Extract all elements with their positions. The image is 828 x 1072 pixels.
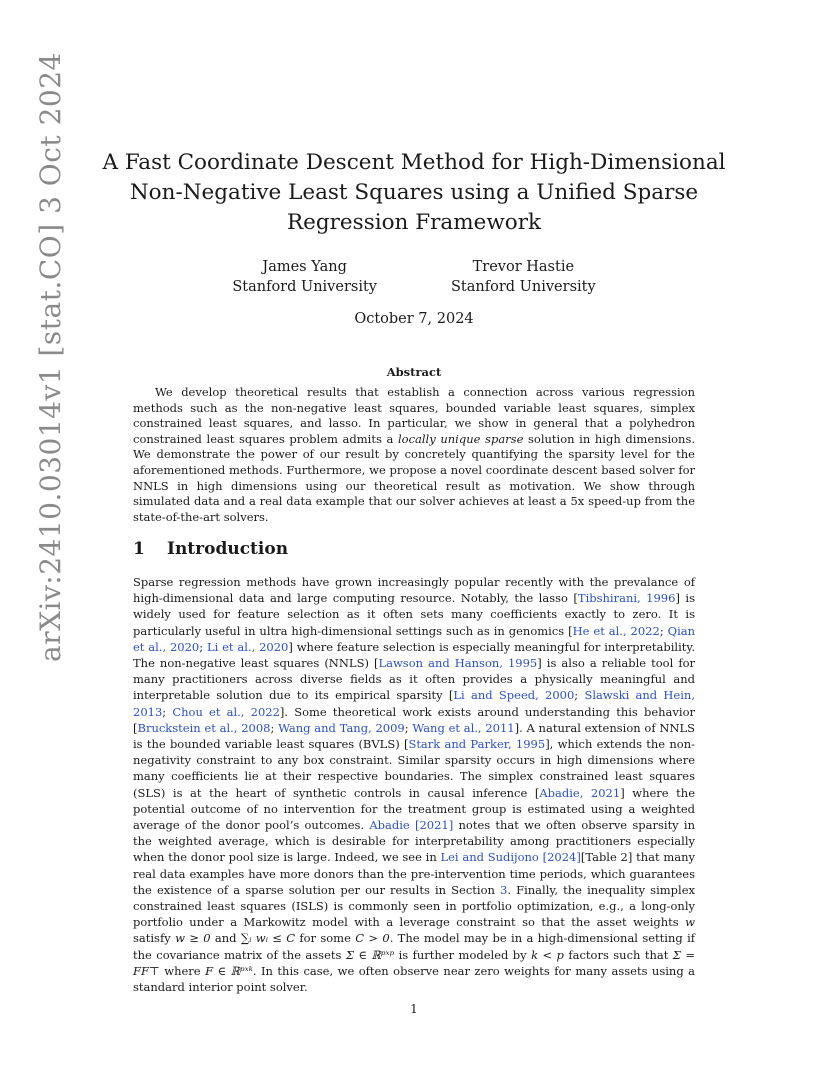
citation-link[interactable]: Abadie [2021] [369,818,454,833]
intro-text: ]. Some theoretical work exists around understanding this behavior [ [133,704,696,735]
intro-text: ] where the potential outcome of no intervention for the treatment group is estimated using a weighted average of the donor pool’s outcomes. [133,785,695,833]
abstract-emphasis: locally unique sparse [397,431,524,446]
citation-link[interactable]: Slawski and Hein, 2013 [133,688,695,719]
abstract-text [133,385,695,525]
abstract-part-1: We develop theoretical results that establish a connection across various regression methods such as the non-negative least squares, bounded variable least squares, simplex constrained least squares, and lasso. In particular, we show in general that a polyhedron constrained least squares problem admits a [133,385,695,446]
intro-text: ; [659,623,668,638]
paper-date: October 7, 2024 [354,311,474,327]
intro-text: is further modeled by [394,947,532,962]
math-expression: ∑ᵢ wᵢ ≤ C [240,931,295,946]
author-name: James Yang [262,259,347,275]
citation-link[interactable]: Qian et al., 2020 [133,623,696,654]
math-expression: Σ ∈ ℝᵖˣᵖ [345,947,395,962]
intro-text: ; [574,688,585,703]
citation-link[interactable]: Li and Speed, 2000 [453,688,575,703]
intro-text: ] where feature selection is especially meaningful for interpretability. The non-negative least squares (NNLS) [ [133,639,695,671]
math-expression: w ≥ 0 [175,931,211,946]
author-block [0,258,828,297]
author-affiliation: Stanford University [451,278,596,295]
math-expression: k < p [531,947,564,962]
abstract-part-2: solution in high dimensions. We demonstrate the power of our result by concretely quantifying the sparsity level for the aforementioned methods. Furthermore, we propose a novel coordinate descent based solver for NNLS in high dimensions using our theoretical result as motivation. We show through simulated data and a real data example that our solver achieves at least a 5x speed-up from the state-of-the-art solvers. [133,431,696,524]
math-expression: F ∈ ℝᵖˣᵏ [205,963,253,978]
introduction-paragraph [133,574,695,995]
section-reference-link[interactable]: 3 [500,882,508,897]
intro-text: . In this case, we often observe near zero weights for many assets using a standard interior point solver. [133,963,695,995]
intro-text: factors such that [563,947,673,962]
intro-text: ] is widely used for feature selection as it often sets many coefficients exactly to zero. It is particularly useful in ultra high-dimensional settings such as in genomics [ [133,591,695,638]
intro-text: and [210,931,241,946]
citation-link[interactable]: Bruckstein et al., 2008 [137,720,271,735]
citation-link[interactable]: Wang and Tang, 2009 [278,720,405,735]
citation-link[interactable]: Lei and Sudijono [2024] [440,850,581,865]
citation-link[interactable]: Wang et al., 2011 [412,720,515,735]
section-title: Introduction [167,539,289,559]
intro-text: [Table 2] that many real data examples have more donors than the pre-intervention time periods, which guarantees the existence of a sparse solution per our results in Section [133,850,695,897]
intro-text: . The model may be in a high-dimensional setting if the covariance matrix of the assets [133,931,696,962]
page-number: 1 [410,1002,418,1016]
intro-text: ; [270,720,279,735]
math-expression: Σ = FF⊤ [133,947,695,978]
citation-link[interactable]: Abadie, 2021 [539,785,621,800]
intro-text: notes that we often observe sparsity in the weighted average, which is desirable for interpretability among practitioners especially when the donor pool size is large. Indeed, we see in [133,818,696,865]
intro-text: ; [162,704,173,719]
citation-link[interactable]: Stark and Parker, 1995 [408,737,546,752]
author-1 [232,258,377,297]
abstract-heading: Abstract [386,365,442,379]
author-2 [451,258,596,297]
arxiv-identifier: arXiv:2410.03014v1 [stat.CO] 3 Oct 2024 [34,52,67,662]
intro-text: ], which extends the non-negativity constraint to any box constraint. Similar sparsity occurs in high dimensions where many coefficients lie at their respective boundaries. The simplex constrained least squares (SLS) is at the heart of synthetic controls in causal inference [ [133,737,695,800]
intro-text: ]. A natural extension of NNLS is the bounded variable least squares (BVLS) [ [133,720,695,752]
author-name: Trevor Hastie [472,259,575,275]
intro-text: for some [295,931,356,946]
citation-link[interactable]: Chou et al., 2022 [172,704,280,719]
intro-text: ] is also a reliable tool for many practitioners across diverse fields as it often provides a physically meaningful and interpretable solution due to its empirical sparsity [ [133,656,695,703]
intro-text: satisfy [133,931,176,946]
section-number: 1 [133,539,145,559]
intro-text: . Finally, the inequality simplex constrained least squares (ISLS) is commonly seen in portfolio optimization, e.g., a long-only portfolio under a Markowitz model with a leverage constraint so that the asset weights [133,882,695,930]
citation-link[interactable]: Li et al., 2020 [206,639,289,654]
intro-text: where [159,963,206,978]
math-expression: w [685,915,695,930]
citation-link[interactable]: Lawson and Hanson, 1995 [378,656,538,671]
paper-title: A Fast Coordinate Descent Method for High-Dimensional Non-Negative Least Squares using a Unified Sparse Regression Framework [102,150,726,235]
intro-text: ; [404,720,413,735]
citation-link[interactable]: Tibshirani, 1996 [577,591,676,606]
section-heading [133,539,288,559]
intro-text: ; [199,639,207,654]
intro-text: Sparse regression methods have grown increasingly popular recently with the prevalance of high-dimensional data and large computing resource. Notably, the lasso [ [133,575,695,606]
author-affiliation: Stanford University [232,278,377,295]
citation-link[interactable]: He et al., 2022 [572,623,660,638]
math-expression: C > 0 [355,931,390,946]
